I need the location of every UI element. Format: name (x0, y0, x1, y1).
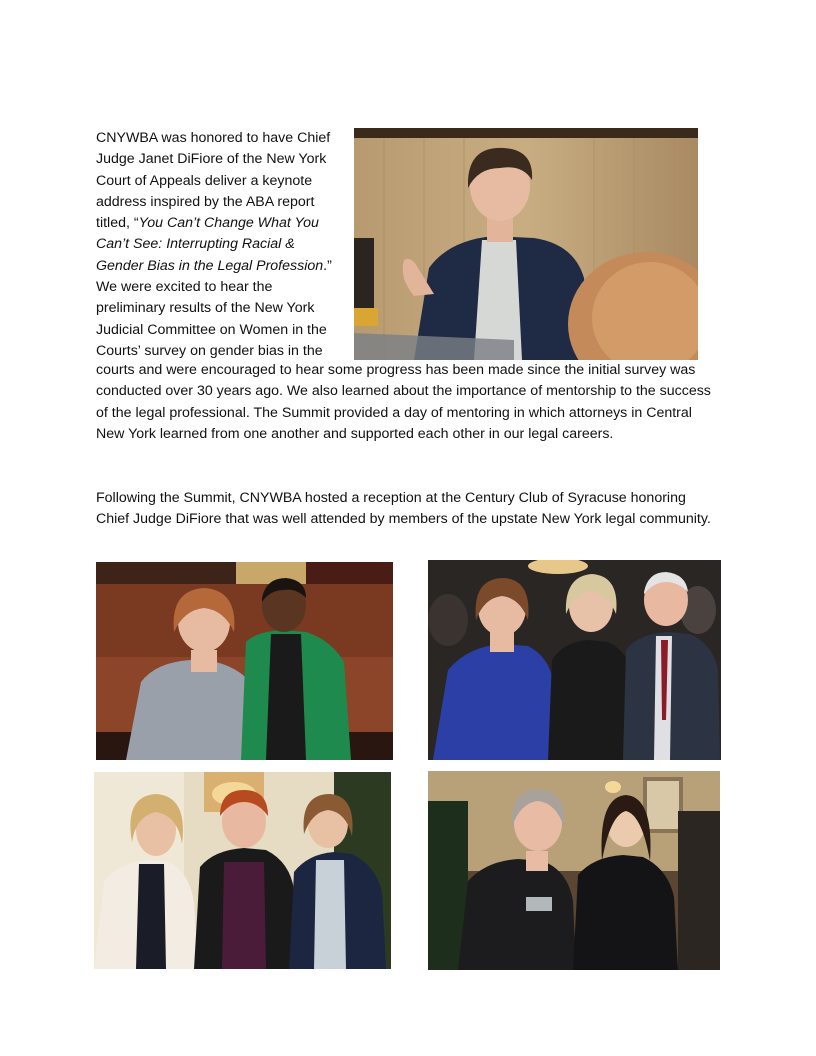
intro-line-suffix: .” (323, 257, 332, 274)
report-title: You Can’t Change What You (138, 215, 319, 232)
reception-photo-group-three (428, 560, 721, 760)
reception-paragraph (96, 488, 726, 531)
paragraph-line: conducted over 30 years ago. We also learned about the importance of mentorship to the success (96, 383, 711, 400)
intro-line: Judicial Committee on Women in the (96, 321, 327, 338)
intro-line (96, 256, 346, 277)
continuation-paragraph (96, 360, 726, 445)
paragraph-line: of the legal professional. The Summit provided a day of mentoring in which attorneys in Central (96, 404, 692, 421)
paragraph-line: Chief Judge DiFiore that was well attended by members of the upstate New York legal community. (96, 511, 711, 528)
intro-line: Court of Appeals deliver a keynote (96, 172, 313, 189)
intro-line: Courts’ survey on gender bias in the (96, 342, 323, 359)
intro-line: address inspired by the ABA report (96, 193, 315, 210)
keynote-speaker-photo (354, 128, 698, 360)
reception-photo-pair (428, 771, 720, 970)
report-title: Can’t See: Interrupting Racial & (96, 236, 295, 253)
reception-photo-group-women (94, 772, 391, 969)
paragraph-line: courts and were encouraged to hear some progress has been made since the initial survey was (96, 362, 696, 378)
intro-line: Judge Janet DiFiore of the New York (96, 151, 327, 168)
intro-paragraph (96, 128, 346, 362)
intro-line (96, 234, 346, 255)
intro-line (96, 213, 346, 234)
paragraph-line: New York learned from one another and supported each other in our legal careers. (96, 425, 614, 442)
intro-line: We were excited to hear the (96, 279, 273, 296)
reception-photo-couch (96, 562, 393, 760)
report-title: Gender Bias in the Legal Profession (96, 257, 324, 274)
intro-line: preliminary results of the New York (96, 300, 315, 317)
intro-line: CNYWBA was honored to have Chief (96, 130, 331, 146)
intro-line-prefix: titled, “ (96, 215, 139, 232)
paragraph-line: Following the Summit, CNYWBA hosted a reception at the Century Club of Syracuse honoring (96, 490, 686, 506)
